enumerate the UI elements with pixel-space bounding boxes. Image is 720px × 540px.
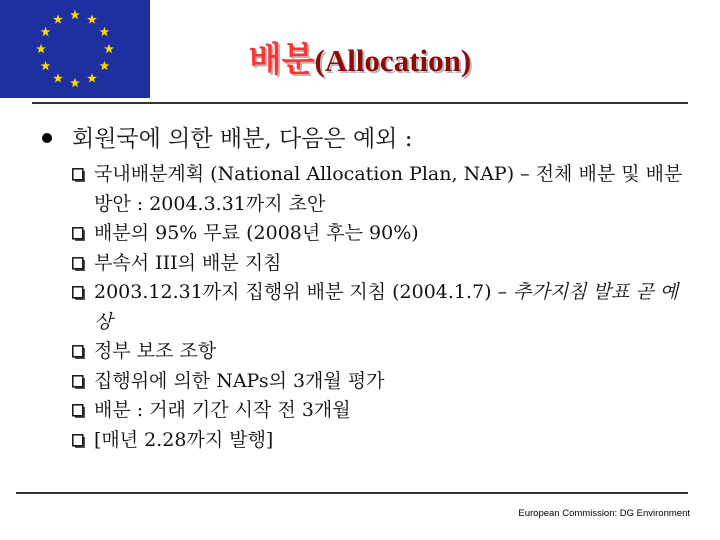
square-bullet-icon (72, 167, 86, 183)
sub-bullet-main-text: 배분의 95% 무료 (2008년 후는 90%) (94, 222, 419, 244)
sub-bullet-item (72, 160, 692, 219)
flag-star-icon (53, 73, 63, 82)
square-bullet-icon (72, 285, 86, 301)
square-bullet-icon (72, 403, 86, 419)
sub-bullet-item (72, 219, 692, 249)
bullet-dot-icon (42, 133, 52, 143)
title-latin: (Allocation) (314, 43, 472, 78)
sub-bullet-emphasis-text: 추가지침 발표 곧 예상 (94, 281, 679, 333)
flag-star-icon (41, 27, 51, 36)
sub-bullet-text (94, 396, 692, 426)
eu-flag-icon (0, 0, 150, 98)
sub-bullet-item (72, 367, 692, 397)
flag-star-icon (100, 27, 110, 36)
sub-bullet-text (94, 219, 692, 249)
square-bullet-icon (72, 226, 86, 242)
sub-bullet-text (94, 278, 692, 337)
sub-bullet-main-text: 2003.12.31까지 집행위 배분 지침 (2004.1.7) – (94, 281, 514, 303)
flag-star-icon (104, 44, 114, 53)
sub-bullet-text (94, 249, 692, 279)
flag-star-icon (100, 61, 110, 70)
sub-bullet-item (72, 249, 692, 279)
square-bullet-icon (72, 374, 86, 390)
flag-star-icon (87, 14, 97, 23)
sub-bullet-list (72, 160, 692, 455)
sub-bullet-main-text: 집행위에 의한 NAPs의 3개월 평가 (94, 369, 385, 392)
sub-bullet-text (94, 337, 692, 367)
flag-star-icon (70, 10, 80, 19)
square-bullet-icon (72, 344, 86, 360)
title-divider (32, 102, 688, 104)
main-bullet (42, 120, 412, 153)
slide-title (150, 32, 570, 81)
sub-bullet-text (94, 367, 692, 397)
sub-bullet-main-text: 국내배분계획 (National Allocation Plan, NAP) – 전체 배분 및 배분 방안 : 2004.3.31까지 초안 (94, 163, 683, 215)
footer-text: European Commission: DG Environment (518, 508, 690, 519)
flag-star-icon (36, 44, 46, 53)
square-bullet-icon (72, 433, 86, 449)
flag-star-icon (87, 73, 97, 82)
sub-bullet-item (72, 426, 692, 456)
sub-bullet-text (94, 426, 692, 456)
flag-star-icon (41, 61, 51, 70)
footer-divider (16, 492, 688, 494)
sub-bullet-main-text: 정부 보조 조항 (94, 340, 217, 362)
sub-bullet-text (94, 160, 692, 219)
title-korean: 배분 (248, 40, 315, 80)
flag-star-icon (53, 14, 63, 23)
sub-bullet-main-text: [매년 2.28까지 발행] (94, 428, 274, 451)
sub-bullet-item (72, 396, 692, 426)
square-bullet-icon (72, 256, 86, 272)
main-bullet-text: 회원국에 의한 배분, 다음은 예외 : (72, 126, 413, 152)
sub-bullet-main-text: 배분 : 거래 기간 시작 전 3개월 (94, 399, 351, 421)
flag-star-icon (70, 78, 80, 87)
sub-bullet-item (72, 278, 692, 337)
sub-bullet-main-text: 부속서 III의 배분 지침 (94, 251, 282, 274)
sub-bullet-item (72, 337, 692, 367)
